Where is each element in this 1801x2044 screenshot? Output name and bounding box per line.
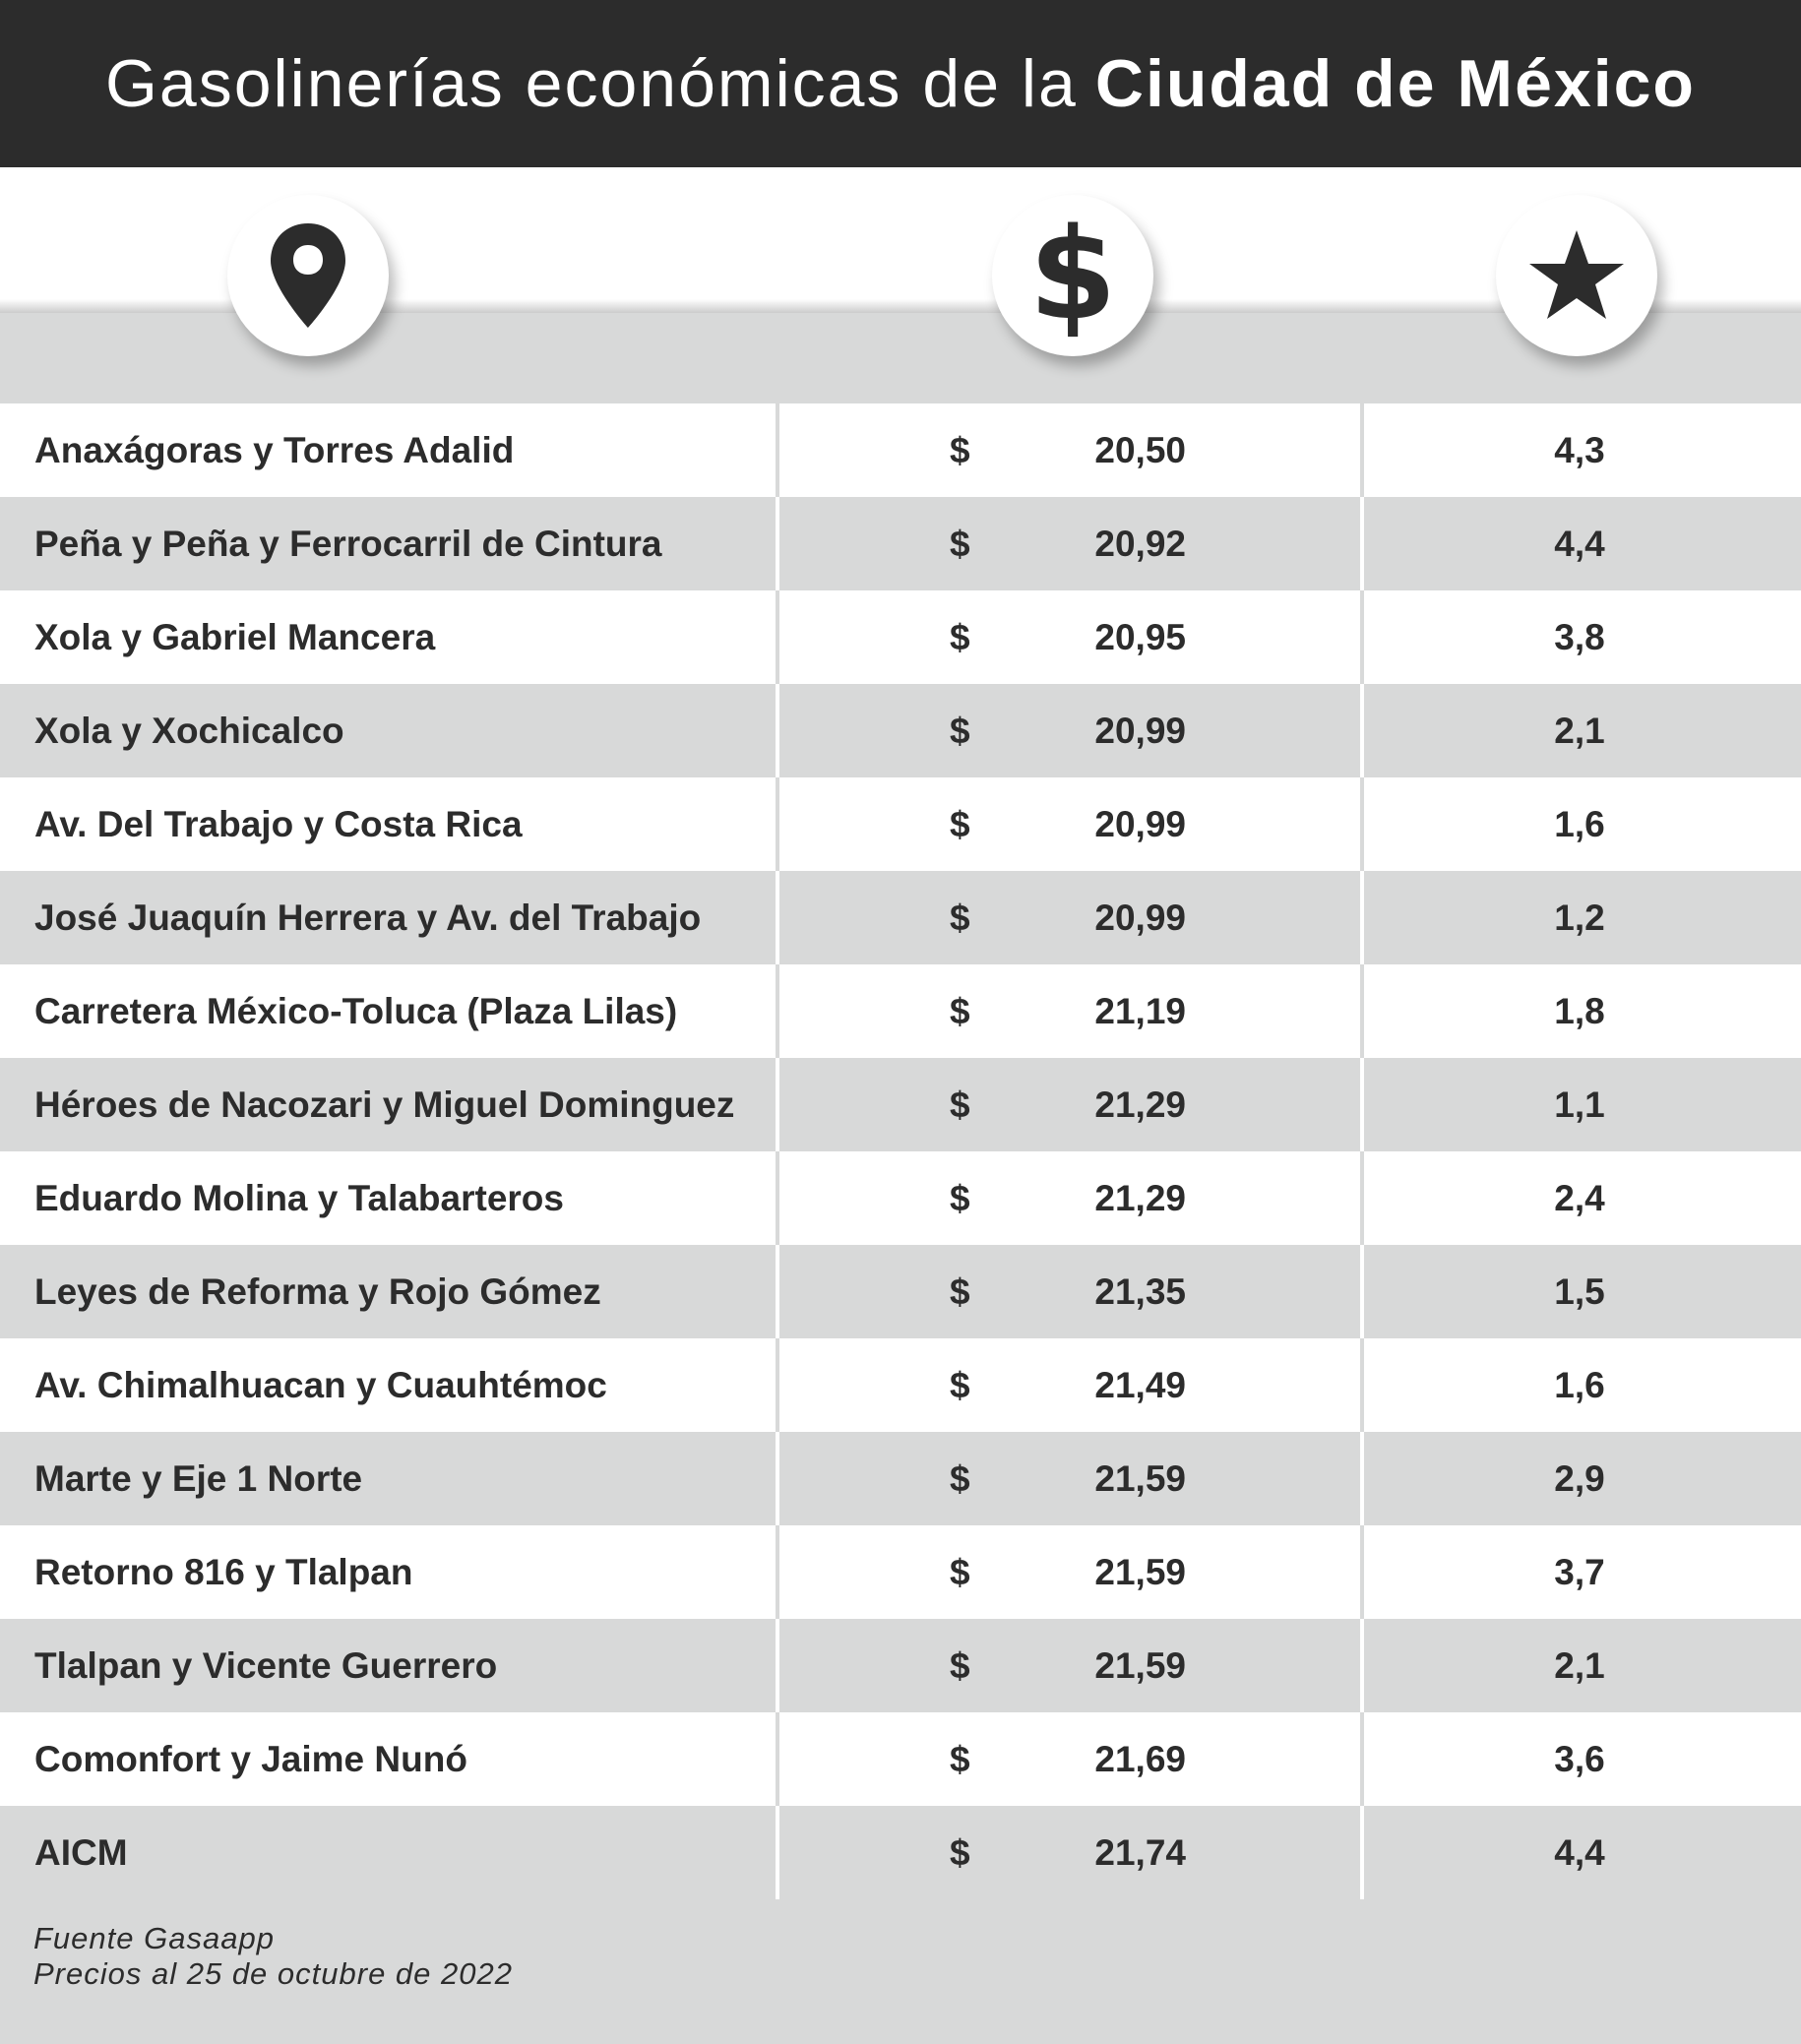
currency-symbol: $ <box>950 711 970 751</box>
column-divider <box>1360 403 1364 497</box>
station-name: Héroes de Nacozari y Miguel Dominguez <box>34 1084 735 1125</box>
station-price: 21,59 <box>1094 1458 1186 1499</box>
column-divider <box>776 1151 779 1245</box>
station-rating: 1,2 <box>1554 898 1605 938</box>
station-rating: 4,3 <box>1554 430 1605 470</box>
station-rating: 1,6 <box>1554 804 1605 844</box>
location-column-badge <box>227 195 389 356</box>
currency-symbol: $ <box>950 804 970 844</box>
column-divider <box>1360 871 1364 964</box>
station-rating: 2,1 <box>1554 711 1605 751</box>
station-name: Anaxágoras y Torres Adalid <box>34 430 515 470</box>
column-divider <box>1360 1432 1364 1525</box>
table-row <box>0 1712 1801 1806</box>
station-rating: 3,8 <box>1554 617 1605 657</box>
currency-symbol: $ <box>950 1739 970 1779</box>
currency-symbol: $ <box>950 1365 970 1405</box>
station-rating: 2,1 <box>1554 1645 1605 1686</box>
station-rating: 1,8 <box>1554 991 1605 1031</box>
column-divider <box>776 1432 779 1525</box>
station-rating: 3,7 <box>1554 1552 1605 1592</box>
station-price: 21,35 <box>1094 1271 1186 1312</box>
column-divider <box>776 684 779 777</box>
price-column-badge <box>992 195 1153 356</box>
station-name: Av. Del Trabajo y Costa Rica <box>34 804 523 844</box>
station-name: Peña y Peña y Ferrocarril de Cintura <box>34 524 662 564</box>
station-price: 21,49 <box>1094 1365 1186 1405</box>
station-price: 20,95 <box>1094 617 1186 657</box>
station-rating: 1,6 <box>1554 1365 1605 1405</box>
station-price: 20,99 <box>1094 711 1186 751</box>
station-price: 20,50 <box>1094 430 1186 470</box>
station-price: 21,59 <box>1094 1645 1186 1686</box>
table-row <box>0 1619 1801 1712</box>
date-note: Precios al 25 de octubre de 2022 <box>33 1956 513 1991</box>
column-divider <box>776 1245 779 1338</box>
station-name: Xola y Gabriel Mancera <box>34 617 436 657</box>
station-rating: 1,5 <box>1554 1271 1605 1312</box>
source-note: Fuente Gasaapp <box>33 1921 275 1955</box>
gas-station-table <box>0 403 1801 1899</box>
currency-symbol: $ <box>950 898 970 938</box>
table-row <box>0 590 1801 684</box>
table-row <box>0 964 1801 1058</box>
column-divider <box>1360 1619 1364 1712</box>
column-divider <box>776 964 779 1058</box>
station-price: 21,74 <box>1094 1832 1186 1873</box>
table-row <box>0 1058 1801 1151</box>
star-icon <box>1527 228 1626 323</box>
table-row <box>0 1338 1801 1432</box>
column-divider <box>1360 497 1364 590</box>
station-rating: 1,1 <box>1554 1084 1605 1125</box>
table-row <box>0 684 1801 777</box>
column-divider <box>1360 684 1364 777</box>
station-name: Xola y Xochicalco <box>34 711 344 751</box>
station-price: 20,92 <box>1094 524 1186 564</box>
station-rating: 4,4 <box>1554 524 1605 564</box>
currency-symbol: $ <box>950 1552 970 1592</box>
title-bold: Ciudad de México <box>1094 46 1696 121</box>
station-name: AICM <box>34 1832 128 1873</box>
currency-symbol: $ <box>950 1458 970 1499</box>
column-divider <box>1360 1525 1364 1619</box>
column-divider <box>1360 964 1364 1058</box>
rating-column-badge <box>1496 195 1657 356</box>
table-row <box>0 871 1801 964</box>
title-bar <box>0 0 1801 167</box>
column-divider <box>776 1712 779 1806</box>
column-icon-band <box>0 167 1801 403</box>
column-divider <box>1360 1245 1364 1338</box>
table-row <box>0 1806 1801 1899</box>
dollar-icon: $ <box>1028 202 1117 348</box>
column-divider <box>1360 1712 1364 1806</box>
station-name: Leyes de Reforma y Rojo Gómez <box>34 1271 601 1312</box>
column-divider <box>776 1619 779 1712</box>
currency-symbol: $ <box>950 1178 970 1218</box>
footer <box>0 1899 1801 2044</box>
currency-symbol: $ <box>950 1271 970 1312</box>
column-divider <box>1360 1338 1364 1432</box>
station-name: Marte y Eje 1 Norte <box>34 1458 363 1499</box>
table-row <box>0 777 1801 871</box>
table-row <box>0 1245 1801 1338</box>
station-price: 21,69 <box>1094 1739 1186 1779</box>
column-divider <box>1360 777 1364 871</box>
table-row <box>0 497 1801 590</box>
table-row <box>0 403 1801 497</box>
title-light: Gasolinerías económicas de la <box>105 46 1078 121</box>
station-price: 20,99 <box>1094 898 1186 938</box>
station-price: 21,59 <box>1094 1552 1186 1592</box>
station-rating: 2,4 <box>1554 1178 1605 1218</box>
currency-symbol: $ <box>950 430 970 470</box>
station-name: Carretera México-Toluca (Plaza Lilas) <box>34 991 678 1031</box>
station-price: 21,29 <box>1094 1178 1186 1218</box>
station-name: Tlalpan y Vicente Guerrero <box>34 1645 498 1686</box>
station-rating: 3,6 <box>1554 1739 1605 1779</box>
currency-symbol: $ <box>950 524 970 564</box>
currency-symbol: $ <box>950 991 970 1031</box>
column-divider <box>1360 1151 1364 1245</box>
table-row <box>0 1432 1801 1525</box>
station-rating: 4,4 <box>1554 1832 1605 1873</box>
station-rating: 2,9 <box>1554 1458 1605 1499</box>
station-name: Av. Chimalhuacan y Cuauhtémoc <box>34 1365 607 1405</box>
column-divider <box>1360 590 1364 684</box>
currency-symbol: $ <box>950 617 970 657</box>
location-pin-icon <box>269 221 347 330</box>
column-divider <box>776 1338 779 1432</box>
station-name: Comonfort y Jaime Nunó <box>34 1739 467 1779</box>
station-name: Retorno 816 y Tlalpan <box>34 1552 413 1592</box>
table-row <box>0 1151 1801 1245</box>
column-divider <box>1360 1058 1364 1151</box>
station-name: José Juaquín Herrera y Av. del Trabajo <box>34 898 702 938</box>
column-divider <box>776 497 779 590</box>
station-name: Eduardo Molina y Talabarteros <box>34 1178 564 1218</box>
column-divider <box>776 1058 779 1151</box>
table-row <box>0 1525 1801 1619</box>
currency-symbol: $ <box>950 1084 970 1125</box>
column-divider <box>776 403 779 497</box>
station-price: 21,19 <box>1094 991 1186 1031</box>
currency-symbol: $ <box>950 1645 970 1686</box>
station-price: 20,99 <box>1094 804 1186 844</box>
station-price: 21,29 <box>1094 1084 1186 1125</box>
currency-symbol: $ <box>950 1832 970 1873</box>
column-divider <box>1360 1806 1364 1899</box>
column-divider <box>776 777 779 871</box>
column-divider <box>776 1525 779 1619</box>
column-divider <box>776 871 779 964</box>
column-divider <box>776 590 779 684</box>
column-divider <box>776 1806 779 1899</box>
